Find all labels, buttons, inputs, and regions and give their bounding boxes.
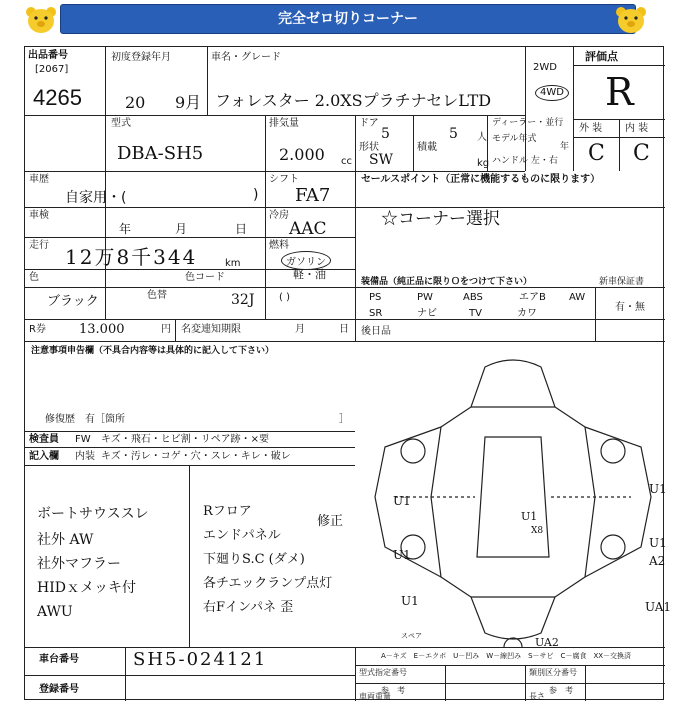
recycle-unit: 円 [161, 324, 171, 335]
color-code-value: 32J [231, 292, 255, 308]
exterior-label: 外 装 [579, 123, 603, 134]
inspector-label: 検査員 [29, 434, 59, 445]
load-label: 積載 [417, 142, 437, 153]
damage-mark-2: U1 [393, 548, 411, 562]
name-change-month: 月 [295, 324, 305, 335]
mileage-unit: km [225, 258, 241, 269]
equipment-aw: AW [569, 292, 586, 303]
color-code-label: 色コード [185, 272, 225, 283]
model-year-label: モデル年式 [492, 134, 537, 144]
fuel-paren: ( ) [279, 292, 290, 303]
handle-label: ハンドル 左・右 [492, 156, 558, 166]
mascot-bear-icon [22, 4, 60, 34]
chassis-label: 車台番号 [39, 654, 79, 665]
equipment-pw: PW [417, 292, 433, 303]
sales-point-label: セールスポイント（正常に機能するものに限ります） [361, 174, 601, 185]
inspection-label: 車検 [29, 210, 49, 221]
sales-point-value: ☆コーナー選択 [381, 209, 500, 229]
remark-left-1: ボートサウススレ [37, 506, 149, 522]
damage-mark-8: UA2 [535, 636, 559, 649]
displacement-label: 排気量 [269, 118, 299, 129]
inspector-fw-items: キズ・飛石・ヒビ割・リペア跡・×要 [101, 434, 269, 445]
chassis-number: SH5-024121 [133, 649, 268, 670]
history-value: 自家用・( [65, 190, 127, 206]
mascot-bear-icon [612, 4, 650, 34]
notes-label: 注意事項申告欄（不具合内容等は具体的に記入して下さい） [31, 346, 275, 356]
remark-left-2: 社外 AW [37, 532, 94, 548]
equipment-sr: SR [369, 308, 383, 319]
box-1-label: 型式指定番号 [359, 668, 407, 677]
fuel-gasoline: ガソリン [281, 251, 331, 270]
dealer-label: ディーラー・並行 [492, 118, 564, 128]
damage-mark-9: U1 [521, 510, 538, 523]
evaluation-score: R [605, 70, 634, 114]
lot-label: 出品番号 [28, 50, 68, 61]
registration-label: 初度登録年月 [111, 52, 171, 63]
damage-mark-10: X8 [531, 526, 544, 536]
body-shape-label: 形状 [359, 142, 379, 153]
interior-label: 内 装 [625, 123, 649, 134]
recycle-label: R券 [29, 324, 46, 335]
box-2-sub: 参 考 [549, 686, 573, 695]
equipment-label: 装備品（純正品に限りＯをつけて下さい） [361, 277, 533, 287]
load-unit: kg [477, 158, 490, 169]
equipment-ps: PS [369, 292, 382, 303]
drive-4wd: 4WD [535, 85, 569, 101]
remark-left-3: 社外マフラー [37, 556, 121, 572]
box-1-sub: 参 考 [381, 686, 405, 695]
remark-side: 修正 [317, 514, 344, 529]
seats-unit: 人 [477, 132, 487, 143]
guarantee-label: 新車保証書 [599, 277, 645, 287]
box-2-label: 類別区分番号 [529, 668, 577, 677]
type-code-label: 型式 [111, 118, 131, 129]
color-number-label: 色替 [147, 290, 167, 301]
drive-2wd: 2WD [533, 62, 557, 73]
inspection-day-unit: 日 [235, 222, 248, 236]
inspector-fw: FW [75, 434, 91, 445]
displacement-unit: cc [341, 156, 352, 167]
equipment-navi: ナビ [417, 308, 437, 319]
equipment-leather: カワ [517, 308, 537, 319]
rear-seat-label: 後日品 [361, 326, 391, 337]
remark-right-5: 右Fインパネ 歪 [203, 600, 294, 615]
damage-mark-1: U1 [393, 494, 411, 508]
remark-right-3: 下廻りS.C (ダメ) [203, 552, 305, 567]
damage-mark-6: A2 [649, 554, 666, 568]
inspection-year-unit: 年 [119, 222, 132, 236]
guarantee-value: 有・無 [615, 302, 645, 313]
mileage-label: 走行 [29, 240, 49, 251]
ac-value: AAC [289, 219, 327, 239]
equipment-airbag: エアB [519, 292, 546, 303]
interior-check-items: キズ・汚レ・コゲ・穴・スレ・キレ・破レ [101, 451, 291, 462]
remark-left-4: HIDｘメッキ付 [37, 580, 136, 596]
box-3-label: 車両重量 [359, 692, 391, 701]
remark-right-1: Rフロア [203, 504, 252, 519]
model-value: フォレスター 2.0XSプラチナセレLTD [215, 91, 492, 110]
mileage-value: 12万8千344 [65, 245, 198, 269]
history-label: 車歴 [29, 174, 49, 185]
remark-right-4: 各チエックランプ点灯 [203, 576, 333, 591]
fuel-options: 軽・油 [293, 268, 326, 281]
type-code-value: DBA-SH5 [117, 143, 204, 164]
registration-year: 20 [125, 93, 146, 112]
damage-mark-7: UA1 [645, 600, 672, 614]
color-value: ブラック [47, 294, 99, 309]
evaluation-label: 評価点 [585, 50, 618, 63]
repair-close: ］ [339, 414, 349, 425]
shift-value: FA7 [295, 185, 331, 206]
color-label: 色 [29, 272, 39, 283]
doors-label: ドア [359, 118, 379, 129]
lot-code: [2067] [35, 64, 69, 75]
damage-mark-3: U1 [401, 594, 419, 608]
registration-month: 9月 [175, 93, 202, 112]
damage-legend: A－キズ E－エクボ U－凹み W－線凹み S－サビ C－腐食 XX－交換済 [381, 652, 632, 660]
name-change-label: 名変連知期限 [181, 324, 241, 335]
remark-right-2: エンドパネル [203, 528, 281, 543]
body-shape-value: SW [369, 152, 393, 168]
model-label: 車名・グレード [211, 52, 281, 63]
inspection-month-unit: 月 [175, 222, 188, 236]
fuel-label: 燃料 [269, 240, 289, 251]
header-title: 完全ゼロ切りコーナー [278, 11, 418, 27]
displacement-value: 2.000 [279, 145, 325, 164]
model-year-suffix: 年 [560, 142, 570, 152]
auction-sheet [24, 46, 672, 701]
spare-label: スペア [401, 632, 422, 640]
name-change-day: 日 [339, 324, 349, 335]
lot-number: 4265 [33, 85, 82, 110]
exterior-grade: C [588, 141, 605, 166]
history-close: ) [253, 187, 259, 203]
doors-value: 5 [381, 126, 390, 142]
shift-label: シフト [269, 174, 299, 185]
interior-check-label: 内装 [75, 451, 95, 462]
remark-left-5: AWU [37, 604, 73, 620]
recycle-value: 13.000 [79, 322, 125, 337]
damage-mark-4: U1 [649, 482, 667, 496]
repair-label: 修復歴 有［箇所 [45, 414, 125, 425]
reg-number-label: 登録番号 [39, 684, 79, 695]
ac-label: 冷房 [269, 210, 289, 221]
equipment-abs: ABS [463, 292, 483, 303]
box-3-sub: 長さ [529, 692, 545, 701]
equipment-tv: TV [469, 308, 482, 319]
header-bar [60, 4, 636, 34]
interior-grade: C [633, 141, 650, 166]
entry-label: 記入欄 [29, 451, 59, 462]
seats-value: 5 [449, 126, 458, 142]
damage-mark-5: U1 [649, 536, 667, 550]
